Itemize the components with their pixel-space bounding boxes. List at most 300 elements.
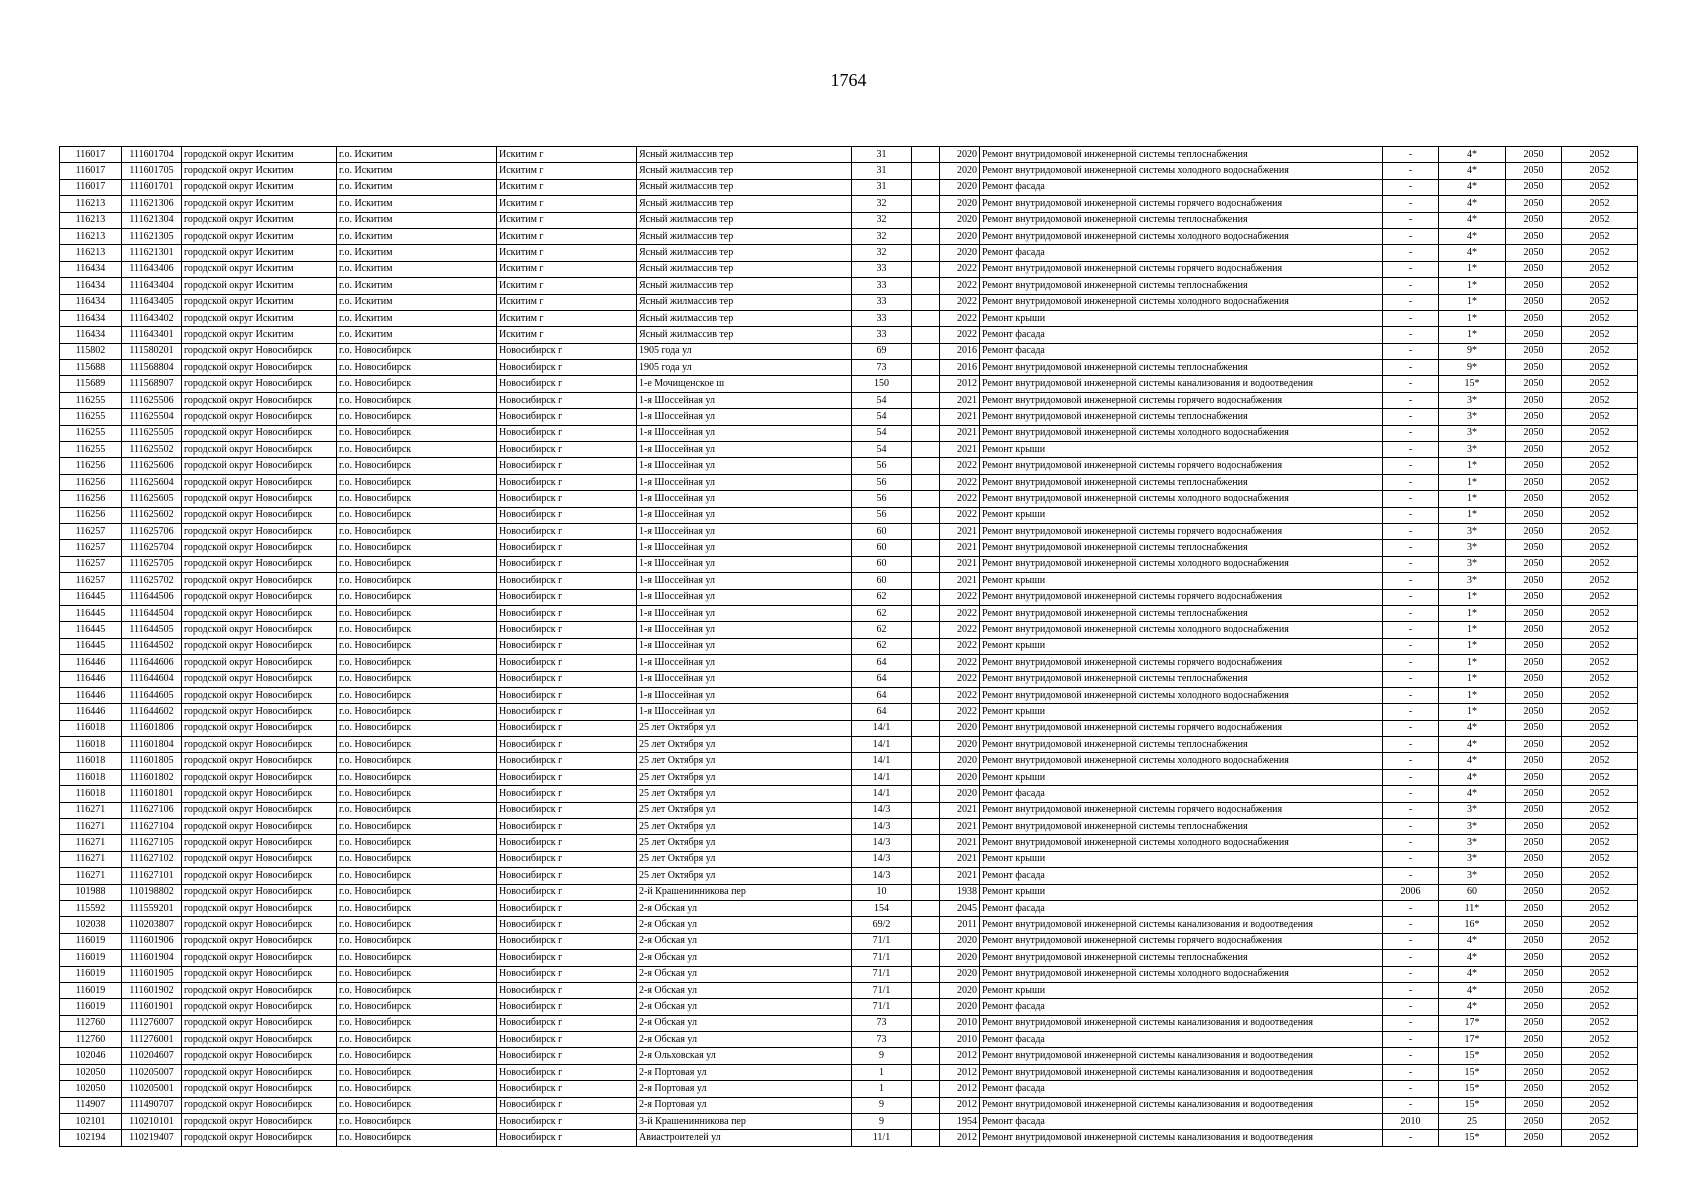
cell-service-life: 16* xyxy=(1439,917,1506,933)
cell-street-name: 1-я Шоссейная ул xyxy=(637,523,852,539)
cell-house-id: 116017 xyxy=(60,147,122,163)
cell-municipality-name: г.о. Новосибирск xyxy=(337,802,497,818)
cell-street-name: 25 лет Октября ул xyxy=(637,720,852,736)
cell-settlement-name: Новосибирск г xyxy=(497,819,637,835)
cell-plan-end-year: 2052 xyxy=(1562,687,1638,703)
cell-element-id: 111644505 xyxy=(122,622,182,638)
cell-municipality-name: г.о. Искитим xyxy=(337,261,497,277)
cell-year-built: 2020 xyxy=(940,720,980,736)
table-row xyxy=(60,147,1638,163)
cell-street-name: 2-я Обская ул xyxy=(637,999,852,1015)
table-row xyxy=(60,458,1638,474)
cell-year-built: 2022 xyxy=(940,622,980,638)
cell-plan-end-year: 2052 xyxy=(1562,589,1638,605)
cell-element-id: 111643401 xyxy=(122,327,182,343)
cell-house-number: 31 xyxy=(852,147,912,163)
cell-house-number: 1 xyxy=(852,1081,912,1097)
cell-street-name: 1-я Шоссейная ул xyxy=(637,573,852,589)
cell-service-life: 1* xyxy=(1439,622,1506,638)
cell-plan-end-year: 2052 xyxy=(1562,999,1638,1015)
cell-municipality-name: г.о. Искитим xyxy=(337,212,497,228)
cell-street-name: 2-я Обская ул xyxy=(637,1015,852,1031)
cell-work-type: Ремонт внутридомовой инженерной системы горячего водоснабжения xyxy=(980,802,1383,818)
cell-work-type: Ремонт фасада xyxy=(980,1114,1383,1130)
cell-plan-end-year: 2052 xyxy=(1562,1081,1638,1097)
cell-work-type: Ремонт крыши xyxy=(980,851,1383,867)
cell-plan-end-year: 2052 xyxy=(1562,261,1638,277)
cell-settlement-name: Новосибирск г xyxy=(497,556,637,572)
cell-settlement-name: Искитим г xyxy=(497,278,637,294)
cell-work-type: Ремонт фасада xyxy=(980,999,1383,1015)
cell-house-extra xyxy=(912,343,940,359)
cell-municipality-name: г.о. Новосибирск xyxy=(337,425,497,441)
cell-settlement-name: Новосибирск г xyxy=(497,458,637,474)
cell-plan-end-year: 2052 xyxy=(1562,655,1638,671)
cell-service-life: 4* xyxy=(1439,147,1506,163)
cell-settlement-name: Искитим г xyxy=(497,163,637,179)
cell-municipality-name: г.о. Искитим xyxy=(337,163,497,179)
table-row xyxy=(60,917,1638,933)
cell-year-built: 2020 xyxy=(940,163,980,179)
cell-settlement-name: Новосибирск г xyxy=(497,655,637,671)
cell-municipality-name: г.о. Новосибирск xyxy=(337,605,497,621)
cell-settlement-name: Новосибирск г xyxy=(497,573,637,589)
cell-plan-end-year: 2052 xyxy=(1562,786,1638,802)
cell-work-type: Ремонт внутридомовой инженерной системы горячего водоснабжения xyxy=(980,523,1383,539)
cell-street-name: Ясный жилмассив тер xyxy=(637,228,852,244)
cell-street-name: 1905 года ул xyxy=(637,343,852,359)
cell-house-id: 116445 xyxy=(60,638,122,654)
cell-settlement-name: Новосибирск г xyxy=(497,1015,637,1031)
cell-work-type: Ремонт внутридомовой инженерной системы канализования и водоотведения xyxy=(980,1130,1383,1146)
cell-last-repair-year: - xyxy=(1383,802,1439,818)
cell-municipality-name: г.о. Новосибирск xyxy=(337,950,497,966)
cell-plan-end-year: 2052 xyxy=(1562,179,1638,195)
cell-settlement-name: Новосибирск г xyxy=(497,1048,637,1064)
cell-house-number: 64 xyxy=(852,655,912,671)
cell-plan-start-year: 2050 xyxy=(1506,212,1562,228)
cell-street-name: 1-е Мочищенское ш xyxy=(637,376,852,392)
cell-year-built: 2011 xyxy=(940,917,980,933)
table-row xyxy=(60,786,1638,802)
cell-district-name: городской округ Новосибирск xyxy=(182,622,337,638)
cell-element-id: 111559201 xyxy=(122,900,182,916)
table-row xyxy=(60,687,1638,703)
cell-element-id: 111644604 xyxy=(122,671,182,687)
cell-work-type: Ремонт крыши xyxy=(980,884,1383,900)
cell-district-name: городской округ Новосибирск xyxy=(182,1097,337,1113)
cell-element-id: 110205007 xyxy=(122,1064,182,1080)
cell-house-number: 71/1 xyxy=(852,982,912,998)
cell-district-name: городской округ Новосибирск xyxy=(182,589,337,605)
cell-plan-end-year: 2052 xyxy=(1562,1048,1638,1064)
cell-settlement-name: Новосибирск г xyxy=(497,507,637,523)
table-row xyxy=(60,1048,1638,1064)
cell-last-repair-year: - xyxy=(1383,900,1439,916)
cell-work-type: Ремонт внутридомовой инженерной системы горячего водоснабжения xyxy=(980,392,1383,408)
cell-district-name: городской округ Новосибирск xyxy=(182,950,337,966)
cell-year-built: 2012 xyxy=(940,1048,980,1064)
cell-district-name: городской округ Новосибирск xyxy=(182,409,337,425)
cell-plan-start-year: 2050 xyxy=(1506,884,1562,900)
cell-last-repair-year: - xyxy=(1383,917,1439,933)
cell-plan-start-year: 2050 xyxy=(1506,753,1562,769)
cell-street-name: 2-я Обская ул xyxy=(637,982,852,998)
cell-house-number: 62 xyxy=(852,638,912,654)
cell-year-built: 2021 xyxy=(940,540,980,556)
cell-house-id: 116445 xyxy=(60,605,122,621)
cell-district-name: городской округ Новосибирск xyxy=(182,851,337,867)
cell-service-life: 3* xyxy=(1439,523,1506,539)
cell-service-life: 3* xyxy=(1439,425,1506,441)
cell-plan-start-year: 2050 xyxy=(1506,245,1562,261)
cell-house-number: 154 xyxy=(852,900,912,916)
cell-municipality-name: г.о. Новосибирск xyxy=(337,540,497,556)
cell-work-type: Ремонт внутридомовой инженерной системы теплоснабжения xyxy=(980,950,1383,966)
cell-year-built: 2022 xyxy=(940,671,980,687)
cell-street-name: 1-я Шоссейная ул xyxy=(637,491,852,507)
cell-year-built: 2021 xyxy=(940,851,980,867)
cell-element-id: 111625505 xyxy=(122,425,182,441)
cell-plan-start-year: 2050 xyxy=(1506,556,1562,572)
table-row xyxy=(60,589,1638,605)
cell-house-extra xyxy=(912,409,940,425)
cell-house-extra xyxy=(912,360,940,376)
cell-element-id: 111601906 xyxy=(122,933,182,949)
cell-street-name: Ясный жилмассив тер xyxy=(637,147,852,163)
cell-plan-end-year: 2052 xyxy=(1562,196,1638,212)
cell-plan-end-year: 2052 xyxy=(1562,556,1638,572)
cell-house-number: 71/1 xyxy=(852,966,912,982)
cell-street-name: 1-я Шоссейная ул xyxy=(637,442,852,458)
cell-settlement-name: Новосибирск г xyxy=(497,1032,637,1048)
cell-municipality-name: г.о. Искитим xyxy=(337,179,497,195)
cell-plan-start-year: 2050 xyxy=(1506,720,1562,736)
cell-district-name: городской округ Новосибирск xyxy=(182,982,337,998)
cell-district-name: городской округ Новосибирск xyxy=(182,786,337,802)
cell-street-name: Ясный жилмассив тер xyxy=(637,179,852,195)
cell-house-extra xyxy=(912,950,940,966)
cell-element-id: 111644502 xyxy=(122,638,182,654)
cell-last-repair-year: - xyxy=(1383,196,1439,212)
cell-year-built: 2012 xyxy=(940,1064,980,1080)
cell-plan-end-year: 2052 xyxy=(1562,409,1638,425)
cell-plan-end-year: 2052 xyxy=(1562,212,1638,228)
cell-last-repair-year: - xyxy=(1383,556,1439,572)
cell-year-built: 2020 xyxy=(940,212,980,228)
cell-house-extra xyxy=(912,835,940,851)
cell-service-life: 3* xyxy=(1439,868,1506,884)
cell-work-type: Ремонт внутридомовой инженерной системы холодного водоснабжения xyxy=(980,966,1383,982)
cell-work-type: Ремонт внутридомовой инженерной системы холодного водоснабжения xyxy=(980,622,1383,638)
cell-element-id: 111625606 xyxy=(122,458,182,474)
cell-street-name: 1-я Шоссейная ул xyxy=(637,392,852,408)
cell-house-number: 60 xyxy=(852,523,912,539)
cell-plan-end-year: 2052 xyxy=(1562,851,1638,867)
cell-service-life: 15* xyxy=(1439,1064,1506,1080)
cell-district-name: городской округ Искитим xyxy=(182,228,337,244)
cell-street-name: 25 лет Октября ул xyxy=(637,802,852,818)
cell-district-name: городской округ Новосибирск xyxy=(182,835,337,851)
cell-last-repair-year: - xyxy=(1383,376,1439,392)
cell-service-life: 4* xyxy=(1439,737,1506,753)
cell-plan-start-year: 2050 xyxy=(1506,1032,1562,1048)
cell-year-built: 2010 xyxy=(940,1032,980,1048)
cell-service-life: 1* xyxy=(1439,327,1506,343)
page-number: 1764 xyxy=(830,70,867,90)
cell-year-built: 2020 xyxy=(940,179,980,195)
cell-municipality-name: г.о. Новосибирск xyxy=(337,900,497,916)
cell-house-id: 116213 xyxy=(60,228,122,244)
cell-plan-end-year: 2052 xyxy=(1562,1064,1638,1080)
cell-house-extra xyxy=(912,163,940,179)
cell-house-number: 54 xyxy=(852,392,912,408)
cell-last-repair-year: - xyxy=(1383,261,1439,277)
cell-plan-start-year: 2050 xyxy=(1506,950,1562,966)
table-row xyxy=(60,1032,1638,1048)
cell-house-id: 116255 xyxy=(60,392,122,408)
cell-street-name: Ясный жилмассив тер xyxy=(637,294,852,310)
cell-settlement-name: Новосибирск г xyxy=(497,704,637,720)
cell-district-name: городской округ Искитим xyxy=(182,163,337,179)
cell-house-number: 64 xyxy=(852,671,912,687)
cell-service-life: 4* xyxy=(1439,769,1506,785)
cell-plan-start-year: 2050 xyxy=(1506,819,1562,835)
cell-street-name: 2-я Портовая ул xyxy=(637,1064,852,1080)
cell-house-number: 54 xyxy=(852,425,912,441)
cell-work-type: Ремонт внутридомовой инженерной системы канализования и водоотведения xyxy=(980,1015,1383,1031)
cell-plan-end-year: 2052 xyxy=(1562,294,1638,310)
cell-year-built: 2022 xyxy=(940,261,980,277)
cell-municipality-name: г.о. Новосибирск xyxy=(337,556,497,572)
cell-work-type: Ремонт фасада xyxy=(980,1081,1383,1097)
cell-house-id: 116213 xyxy=(60,245,122,261)
cell-house-number: 54 xyxy=(852,409,912,425)
cell-work-type: Ремонт внутридомовой инженерной системы теплоснабжения xyxy=(980,540,1383,556)
cell-district-name: городской округ Новосибирск xyxy=(182,917,337,933)
cell-last-repair-year: - xyxy=(1383,769,1439,785)
cell-last-repair-year: - xyxy=(1383,360,1439,376)
cell-district-name: городской округ Искитим xyxy=(182,147,337,163)
cell-house-id: 112760 xyxy=(60,1015,122,1031)
cell-work-type: Ремонт внутридомовой инженерной системы горячего водоснабжения xyxy=(980,458,1383,474)
cell-house-number: 60 xyxy=(852,540,912,556)
cell-element-id: 111580201 xyxy=(122,343,182,359)
cell-element-id: 111644602 xyxy=(122,704,182,720)
cell-element-id: 111625604 xyxy=(122,474,182,490)
table-row xyxy=(60,310,1638,326)
cell-year-built: 2020 xyxy=(940,245,980,261)
table-row xyxy=(60,900,1638,916)
cell-year-built: 2012 xyxy=(940,1130,980,1146)
cell-house-id: 116256 xyxy=(60,474,122,490)
cell-street-name: 25 лет Октября ул xyxy=(637,851,852,867)
cell-house-number: 150 xyxy=(852,376,912,392)
cell-work-type: Ремонт внутридомовой инженерной системы теплоснабжения xyxy=(980,737,1383,753)
cell-element-id: 111601705 xyxy=(122,163,182,179)
cell-plan-start-year: 2050 xyxy=(1506,327,1562,343)
cell-year-built: 2022 xyxy=(940,655,980,671)
cell-service-life: 1* xyxy=(1439,294,1506,310)
cell-municipality-name: г.о. Новосибирск xyxy=(337,1048,497,1064)
cell-municipality-name: г.о. Новосибирск xyxy=(337,1064,497,1080)
cell-plan-start-year: 2050 xyxy=(1506,1081,1562,1097)
cell-work-type: Ремонт фасада xyxy=(980,1032,1383,1048)
table-row xyxy=(60,933,1638,949)
cell-house-number: 14/1 xyxy=(852,737,912,753)
cell-house-id: 102038 xyxy=(60,917,122,933)
cell-last-repair-year: - xyxy=(1383,999,1439,1015)
table-row xyxy=(60,622,1638,638)
cell-year-built: 2020 xyxy=(940,753,980,769)
cell-house-extra xyxy=(912,1015,940,1031)
cell-last-repair-year: - xyxy=(1383,573,1439,589)
cell-municipality-name: г.о. Искитим xyxy=(337,245,497,261)
cell-year-built: 2012 xyxy=(940,1097,980,1113)
cell-plan-start-year: 2050 xyxy=(1506,310,1562,326)
cell-service-life: 3* xyxy=(1439,409,1506,425)
table-row xyxy=(60,474,1638,490)
cell-element-id: 111625502 xyxy=(122,442,182,458)
cell-street-name: Ясный жилмассив тер xyxy=(637,327,852,343)
cell-settlement-name: Новосибирск г xyxy=(497,523,637,539)
table-row xyxy=(60,884,1638,900)
cell-house-number: 64 xyxy=(852,704,912,720)
cell-last-repair-year: - xyxy=(1383,982,1439,998)
cell-street-name: 25 лет Октября ул xyxy=(637,769,852,785)
cell-plan-start-year: 2050 xyxy=(1506,982,1562,998)
cell-house-number: 56 xyxy=(852,507,912,523)
cell-plan-end-year: 2052 xyxy=(1562,1032,1638,1048)
cell-house-id: 116019 xyxy=(60,950,122,966)
cell-work-type: Ремонт крыши xyxy=(980,310,1383,326)
cell-house-number: 10 xyxy=(852,884,912,900)
cell-district-name: городской округ Новосибирск xyxy=(182,687,337,703)
cell-service-life: 1* xyxy=(1439,491,1506,507)
cell-street-name: 1-я Шоссейная ул xyxy=(637,605,852,621)
cell-year-built: 2021 xyxy=(940,409,980,425)
cell-year-built: 2012 xyxy=(940,1081,980,1097)
cell-work-type: Ремонт внутридомовой инженерной системы теплоснабжения xyxy=(980,212,1383,228)
cell-street-name: Ясный жилмассив тер xyxy=(637,278,852,294)
cell-district-name: городской округ Искитим xyxy=(182,196,337,212)
cell-year-built: 2022 xyxy=(940,687,980,703)
cell-plan-start-year: 2050 xyxy=(1506,442,1562,458)
cell-district-name: городской округ Новосибирск xyxy=(182,540,337,556)
cell-plan-start-year: 2050 xyxy=(1506,999,1562,1015)
cell-plan-start-year: 2050 xyxy=(1506,737,1562,753)
cell-year-built: 2022 xyxy=(940,638,980,654)
cell-plan-start-year: 2050 xyxy=(1506,474,1562,490)
cell-work-type: Ремонт внутридомовой инженерной системы горячего водоснабжения xyxy=(980,933,1383,949)
cell-municipality-name: г.о. Новосибирск xyxy=(337,737,497,753)
cell-district-name: городской округ Новосибирск xyxy=(182,425,337,441)
cell-house-extra xyxy=(912,278,940,294)
cell-plan-end-year: 2052 xyxy=(1562,884,1638,900)
cell-service-life: 1* xyxy=(1439,687,1506,703)
cell-settlement-name: Новосибирск г xyxy=(497,999,637,1015)
cell-plan-start-year: 2050 xyxy=(1506,179,1562,195)
cell-element-id: 110204607 xyxy=(122,1048,182,1064)
cell-district-name: городской округ Новосибирск xyxy=(182,966,337,982)
table-row xyxy=(60,638,1638,654)
cell-year-built: 2021 xyxy=(940,556,980,572)
cell-last-repair-year: - xyxy=(1383,491,1439,507)
cell-house-id: 116434 xyxy=(60,261,122,277)
cell-plan-end-year: 2052 xyxy=(1562,343,1638,359)
cell-district-name: городской округ Искитим xyxy=(182,261,337,277)
cell-house-id: 116446 xyxy=(60,671,122,687)
cell-service-life: 1* xyxy=(1439,671,1506,687)
cell-settlement-name: Искитим г xyxy=(497,294,637,310)
cell-plan-end-year: 2052 xyxy=(1562,638,1638,654)
cell-house-extra xyxy=(912,687,940,703)
cell-plan-end-year: 2052 xyxy=(1562,458,1638,474)
cell-plan-start-year: 2050 xyxy=(1506,278,1562,294)
cell-house-number: 62 xyxy=(852,605,912,621)
cell-settlement-name: Новосибирск г xyxy=(497,425,637,441)
cell-municipality-name: г.о. Новосибирск xyxy=(337,507,497,523)
cell-element-id: 111601802 xyxy=(122,769,182,785)
cell-municipality-name: г.о. Новосибирск xyxy=(337,786,497,802)
cell-house-id: 115689 xyxy=(60,376,122,392)
table-row xyxy=(60,294,1638,310)
cell-plan-start-year: 2050 xyxy=(1506,802,1562,818)
cell-last-repair-year: - xyxy=(1383,720,1439,736)
cell-work-type: Ремонт крыши xyxy=(980,442,1383,458)
cell-element-id: 111627105 xyxy=(122,835,182,851)
table-row xyxy=(60,1097,1638,1113)
cell-district-name: городской округ Новосибирск xyxy=(182,491,337,507)
cell-house-number: 14/3 xyxy=(852,851,912,867)
table-row xyxy=(60,343,1638,359)
cell-street-name: 2-я Ольховская ул xyxy=(637,1048,852,1064)
cell-element-id: 111621301 xyxy=(122,245,182,261)
table-row xyxy=(60,245,1638,261)
table-row xyxy=(60,327,1638,343)
cell-last-repair-year: - xyxy=(1383,622,1439,638)
cell-house-number: 33 xyxy=(852,310,912,326)
cell-work-type: Ремонт внутридомовой инженерной системы горячего водоснабжения xyxy=(980,720,1383,736)
cell-work-type: Ремонт внутридомовой инженерной системы теплоснабжения xyxy=(980,819,1383,835)
cell-house-extra xyxy=(912,1081,940,1097)
cell-service-life: 4* xyxy=(1439,933,1506,949)
cell-last-repair-year: - xyxy=(1383,294,1439,310)
cell-element-id: 111627101 xyxy=(122,868,182,884)
cell-work-type: Ремонт крыши xyxy=(980,769,1383,785)
cell-plan-end-year: 2052 xyxy=(1562,573,1638,589)
cell-element-id: 111621306 xyxy=(122,196,182,212)
cell-district-name: городской округ Искитим xyxy=(182,310,337,326)
cell-last-repair-year: - xyxy=(1383,819,1439,835)
cell-house-id: 116257 xyxy=(60,523,122,539)
cell-house-extra xyxy=(912,1064,940,1080)
cell-last-repair-year: - xyxy=(1383,327,1439,343)
cell-house-number: 56 xyxy=(852,491,912,507)
cell-house-extra xyxy=(912,573,940,589)
cell-plan-start-year: 2050 xyxy=(1506,163,1562,179)
cell-district-name: городской округ Искитим xyxy=(182,327,337,343)
cell-settlement-name: Новосибирск г xyxy=(497,720,637,736)
cell-work-type: Ремонт внутридомовой инженерной системы канализования и водоотведения xyxy=(980,376,1383,392)
cell-settlement-name: Новосибирск г xyxy=(497,491,637,507)
cell-element-id: 111644606 xyxy=(122,655,182,671)
cell-work-type: Ремонт внутридомовой инженерной системы холодного водоснабжения xyxy=(980,556,1383,572)
cell-district-name: городской округ Новосибирск xyxy=(182,392,337,408)
cell-element-id: 111625504 xyxy=(122,409,182,425)
cell-street-name: 1-я Шоссейная ул xyxy=(637,556,852,572)
cell-element-id: 111490707 xyxy=(122,1097,182,1113)
